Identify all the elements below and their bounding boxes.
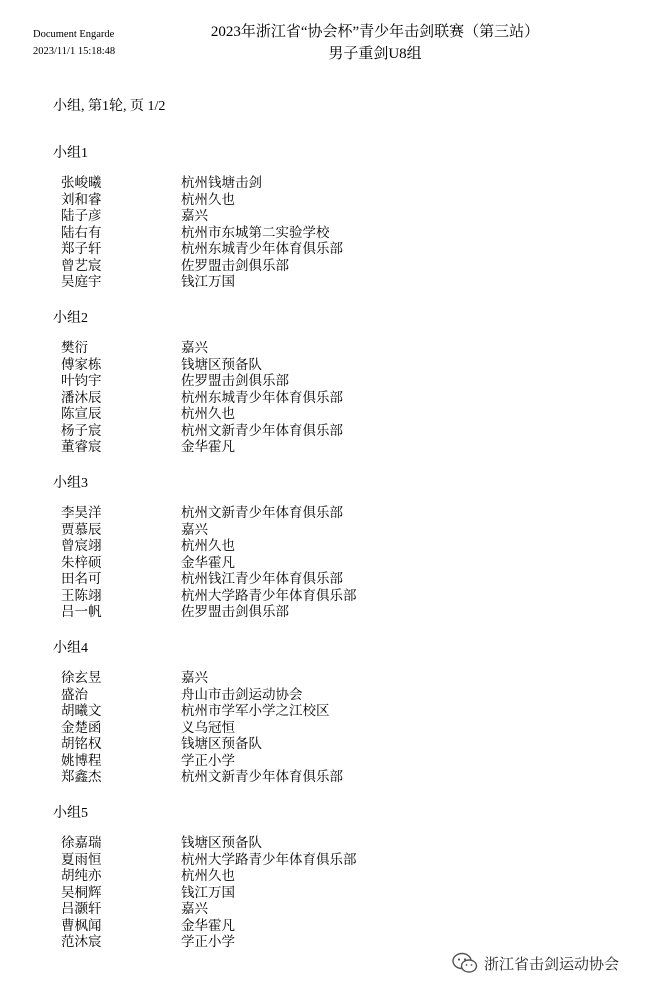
fencer-name: 吕灏轩 [61,901,102,917]
fencer-club: 杭州市学军小学之江校区 [181,703,330,719]
fencer-name: 徐玄昱 [61,670,102,686]
fencer-row [0,852,646,869]
fencer-club: 学正小学 [181,934,235,950]
fencer-name: 曾宸翊 [61,538,102,554]
fencer-name: 郑子轩 [61,241,102,257]
fencer-club: 杭州大学路青少年体育俱乐部 [181,587,357,604]
page-title: 2023年浙江省“协会杯”青少年击剑联赛（第三站） [210,24,540,40]
fencer-name: 张峻曦 [61,175,102,191]
fencer-row [0,753,646,770]
fencer-name: 盛治 [61,686,88,703]
fencer-name: 夏雨恒 [61,851,102,868]
fencer-row [0,274,646,291]
fencer-row [0,868,646,885]
fencer-row [0,670,646,687]
fencer-row [0,373,646,390]
fencer-club: 学正小学 [181,752,235,769]
fencer-club: 杭州文新青少年体育俱乐部 [181,422,343,439]
fencer-row [0,423,646,440]
fencer-club: 杭州钱江青少年体育俱乐部 [181,571,343,587]
fencer-row [0,885,646,902]
fencer-row [0,225,646,242]
fencer-row [0,736,646,753]
fencer-row [0,208,646,225]
fencer-row [0,406,646,423]
fencer-club: 嘉兴 [181,521,208,538]
fencer-club: 杭州久也 [181,406,235,422]
fencer-club: 佐罗盟击剑俱乐部 [181,257,289,274]
fencer-row [0,175,646,192]
fencer-name: 吴庭宇 [61,274,102,290]
fencer-row [0,588,646,605]
fencer-club: 杭州市东城第二实验学校 [181,224,330,241]
fencer-club: 钱江万国 [181,274,235,290]
fencer-row [0,571,646,588]
fencer-row [0,340,646,357]
fencer-name: 陆子彦 [61,208,102,224]
document-timestamp: 2023/11/1 15:18:48 [33,46,116,57]
fencer-name: 郑鑫杰 [61,769,102,785]
fencer-name: 田名可 [61,571,102,587]
fencer-row [0,538,646,555]
fencer-name: 贾慕辰 [61,521,102,538]
fencer-club: 金华霍凡 [181,439,235,455]
fencer-name: 曾艺宸 [61,257,102,274]
fencer-club: 杭州久也 [181,538,235,554]
fencer-club: 杭州东城青少年体育俱乐部 [181,241,343,257]
fencer-name: 潘沐辰 [61,389,102,406]
fencer-club: 杭州久也 [181,191,235,208]
fencer-club: 杭州大学路青少年体育俱乐部 [181,851,357,868]
round-info: 小组, 第1轮, 页 1/2 [53,99,166,114]
fencer-row [0,258,646,275]
fencer-row [0,241,646,258]
fencer-club: 钱江万国 [181,884,235,901]
fencer-club: 杭州文新青少年体育俱乐部 [181,769,343,785]
fencer-row [0,703,646,720]
fencer-row [0,918,646,935]
fencer-name: 陈宣辰 [61,406,102,422]
fencer-club: 钱塘区预备队 [181,736,262,752]
watermark [452,952,619,974]
fencer-name: 杨子宸 [61,422,102,439]
fencer-row [0,934,646,951]
fencer-name: 胡纯亦 [61,868,102,884]
page-subtitle: 男子重剑U8组 [328,46,422,62]
fencer-club: 嘉兴 [181,208,208,224]
fencer-name: 姚博程 [61,752,102,769]
fencer-row [0,390,646,407]
fencer-club: 金华霍凡 [181,917,235,934]
watermark-text: 浙江省击剑运动协会 [484,954,620,973]
fencer-name: 樊衍 [61,340,88,356]
wechat-icon [452,952,478,974]
fencer-name: 胡曦文 [61,703,102,719]
fencer-name: 范沐宸 [61,934,102,950]
fencer-club: 嘉兴 [181,901,208,917]
fencer-club: 杭州久也 [181,868,235,884]
fencer-row [0,720,646,737]
fencer-row [0,901,646,918]
fencer-club: 杭州文新青少年体育俱乐部 [181,505,343,521]
fencer-name: 董睿宸 [61,439,102,455]
fencer-club: 钱塘区预备队 [181,356,262,373]
fencer-club: 嘉兴 [181,670,208,686]
fencer-name: 朱梓硕 [61,554,102,571]
document-software: Document Engarde [33,29,115,40]
fencer-row [0,439,646,456]
fencer-name: 李昊洋 [61,505,102,521]
fencer-club: 金华霍凡 [181,554,235,571]
fencer-name: 吕一帆 [61,604,102,620]
fencer-name: 吴桐辉 [61,884,102,901]
fencer-name: 刘和睿 [61,191,102,208]
group-header-5: 小组5 [53,806,88,821]
fencer-row [0,357,646,374]
fencer-club: 佐罗盟击剑俱乐部 [181,604,289,620]
group-header-4: 小组4 [53,641,88,656]
fencer-club: 义乌冠恒 [181,719,235,736]
fencer-name: 金楚函 [61,719,102,736]
fencer-row [0,505,646,522]
fencer-club: 杭州钱塘击剑 [181,175,262,191]
group-header-2: 小组2 [53,311,88,326]
fencer-row [0,604,646,621]
fencer-row [0,835,646,852]
fencer-row [0,192,646,209]
fencer-row [0,555,646,572]
fencer-club: 嘉兴 [181,340,208,356]
fencer-name: 王陈翊 [61,587,102,604]
fencer-club: 佐罗盟击剑俱乐部 [181,373,289,389]
fencer-name: 徐嘉瑞 [61,835,102,851]
fencer-club: 钱塘区预备队 [181,835,262,851]
fencer-name: 曹枫闻 [61,917,102,934]
fencer-name: 胡铭权 [61,736,102,752]
fencer-name: 叶钧宇 [61,373,102,389]
fencer-name: 傅家栋 [61,356,102,373]
fencer-club: 杭州东城青少年体育俱乐部 [181,389,343,406]
fencer-club: 舟山市击剑运动协会 [181,686,303,703]
group-header-1: 小组1 [53,146,88,161]
fencer-row [0,687,646,704]
group-header-3: 小组3 [53,476,88,491]
fencer-row [0,522,646,539]
fencer-name: 陆右有 [61,224,102,241]
fencer-row [0,769,646,786]
